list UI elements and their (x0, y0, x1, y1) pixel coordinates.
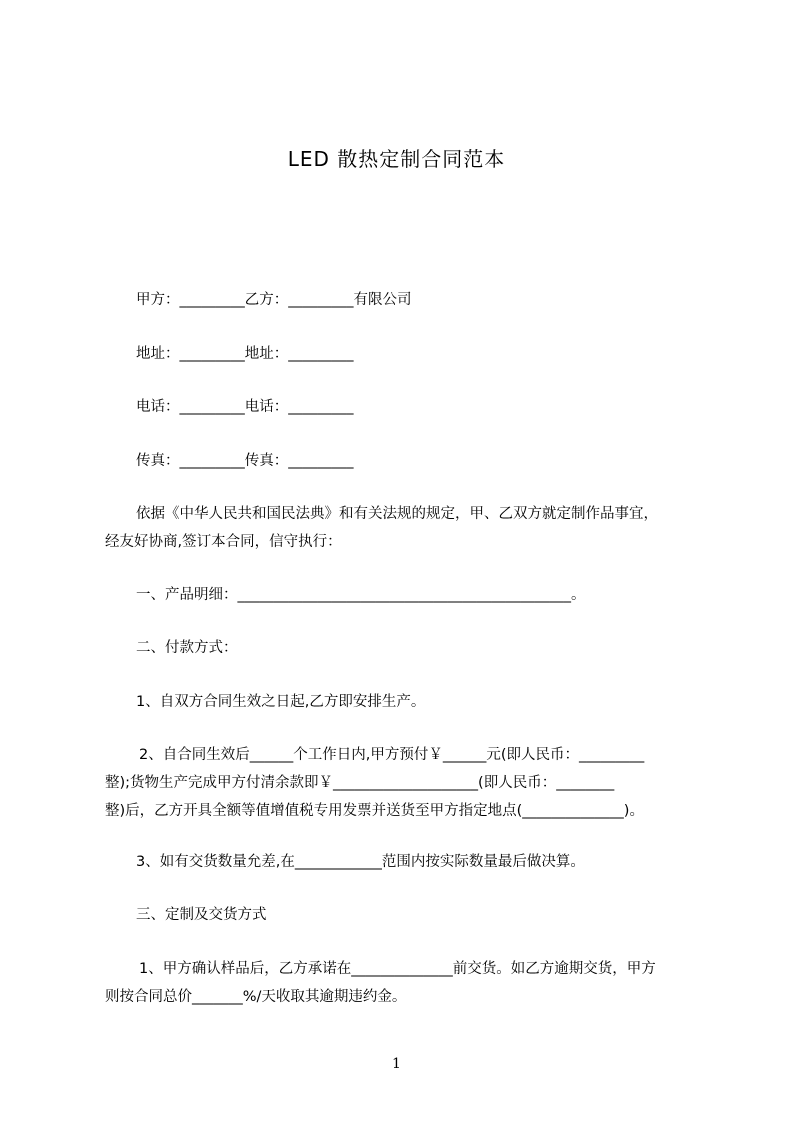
section-1-product-details: 一、产品明细：______________________________________________。 (136, 587, 586, 603)
party-line-name: 甲方：_________乙方：_________有限公司 (136, 292, 412, 308)
page-number: 1 (392, 1056, 401, 1072)
section-3-item-1-line-1: 1、甲方确认样品后，乙方承诺在______________前交货。如乙方逾期交货，甲方 (139, 961, 656, 977)
document-title: LED 散热定制合同范本 (287, 147, 506, 171)
preamble-line-2: 经友好协商,签订本合同，信守执行： (105, 534, 342, 550)
section-2-item-2-line-3: 整)后，乙方开具全额等值增值税专用发票并送货至甲方指定地点(______________)。 (105, 803, 644, 819)
preamble-line-1: 依据《中华人民共和国民法典》和有关法规的规定，甲、乙双方就定制作品事宜， (136, 506, 658, 522)
section-3-item-1-line-2: 则按合同总价_______%/天收取其逾期违约金。 (105, 989, 407, 1005)
party-line-fax: 传真：_________传真：_________ (136, 453, 354, 469)
section-2-heading: 二、付款方式： (136, 640, 238, 656)
party-line-phone: 电话：_________电话：_________ (136, 399, 354, 415)
section-2-item-3: 3、如有交货数量允差,在____________范围内按实际数量最后做决算。 (136, 854, 585, 870)
section-2-item-2-line-1: 2、自合同生效后______个工作日内,甲方预付￥______元(即人民币：_________ (139, 747, 645, 763)
party-line-address: 地址：_________地址：_________ (136, 346, 354, 362)
section-2-item-1: 1、自双方合同生效之日起,乙方即安排生产。 (136, 694, 426, 710)
section-3-heading: 三、定制及交货方式 (136, 907, 267, 923)
section-2-item-2-line-2: 整);货物生产完成甲方付清余款即￥____________________(即人民币：________ (105, 775, 615, 791)
